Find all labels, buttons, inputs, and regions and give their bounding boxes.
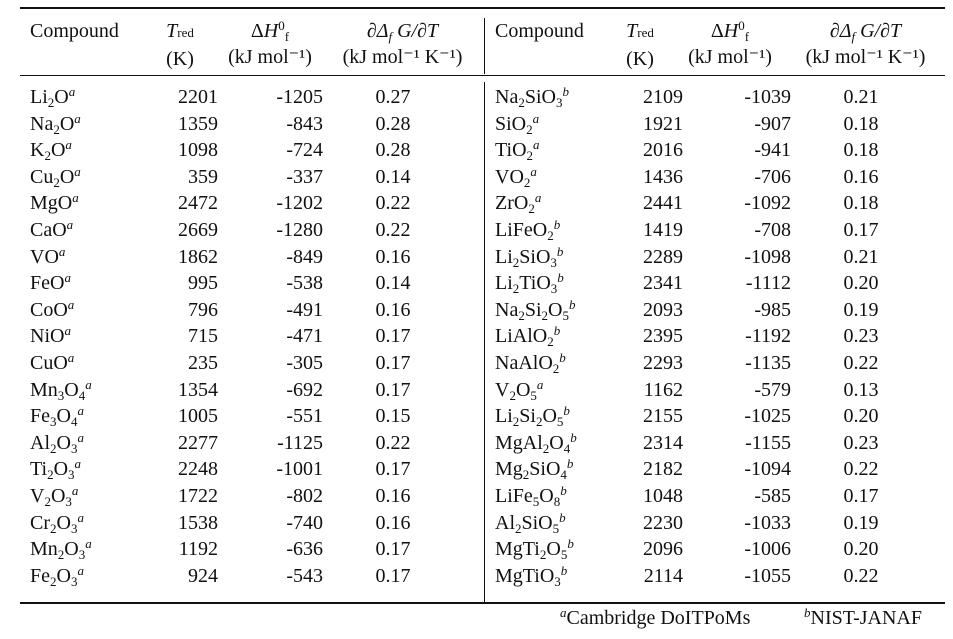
- tred-cell: 2230: [643, 511, 683, 534]
- gibbs-slope-cell: 0.17: [375, 538, 411, 561]
- table-row: [30, 456, 463, 483]
- table-bottom-rule: [20, 602, 945, 604]
- header-dg-left: $\partial\Delta_f$ G/∂T (kJ mol⁻¹ K⁻¹): [342, 20, 463, 68]
- compound-cell: CaO$^a$: [30, 216, 74, 241]
- enthalpy-cell: -471: [286, 325, 323, 348]
- gibbs-slope-cell: 0.13: [843, 378, 879, 401]
- table-row: [495, 403, 931, 430]
- tred-cell: 715: [188, 325, 218, 348]
- source-note-mark: a: [77, 403, 84, 419]
- tred-cell: 2341: [643, 272, 683, 295]
- footnote-b: $^b$NIST-JANAF: [804, 605, 923, 629]
- compound-cell: $MgAl_2O_4^b$: [495, 429, 577, 456]
- tred-cell: 1098: [178, 139, 218, 162]
- enthalpy-cell: -740: [286, 511, 323, 534]
- table-row: [30, 217, 463, 244]
- source-note-mark: b: [567, 536, 574, 552]
- gibbs-slope-cell: 0.28: [375, 139, 411, 162]
- compound-cell: $Ti_2O_3^a$: [30, 456, 82, 483]
- source-note-mark: b: [562, 84, 569, 99]
- tred-cell: 1419: [643, 218, 683, 241]
- table-header-rule: [20, 75, 945, 76]
- table-row: [30, 536, 463, 563]
- table-row: [30, 323, 463, 350]
- tred-cell: 2472: [178, 192, 218, 215]
- source-note-mark: b: [553, 323, 561, 339]
- tred-cell: 2277: [178, 431, 218, 454]
- enthalpy-cell: -706: [754, 165, 791, 188]
- gibbs-slope-cell: 0.27: [375, 86, 411, 108]
- source-note-mark: a: [536, 376, 544, 392]
- compound-cell: $LiFe_5O_8^b$: [495, 482, 567, 509]
- tred-cell: 2293: [643, 351, 683, 374]
- source-note-mark: a: [534, 190, 542, 206]
- source-note-mark: b: [566, 456, 574, 472]
- enthalpy-cell: -579: [754, 378, 791, 401]
- tred-cell: 2155: [643, 405, 683, 428]
- tred-cell: 2395: [643, 325, 683, 348]
- enthalpy-cell: -1033: [744, 511, 791, 534]
- gibbs-slope-cell: 0.18: [843, 192, 879, 215]
- compound-cell: LiFeO$_2^b$: [495, 216, 561, 243]
- source-note-mark: a: [67, 296, 75, 312]
- table-row: [495, 111, 931, 138]
- table-row: [30, 164, 463, 191]
- tred-cell: 2096: [643, 538, 683, 561]
- source-note-mark: a: [66, 216, 74, 232]
- tred-cell: 796: [188, 298, 218, 321]
- enthalpy-cell: -337: [286, 165, 323, 188]
- compound-cell: CoO$^a$: [30, 296, 75, 321]
- source-note-mark: a: [74, 456, 82, 472]
- table-row: [495, 244, 931, 271]
- compound-cell: $K_2O^a$: [30, 137, 72, 164]
- tred-cell: 1048: [643, 484, 683, 507]
- enthalpy-cell: -802: [286, 484, 323, 507]
- tred-cell: 2248: [178, 458, 218, 481]
- table-row: [495, 164, 931, 191]
- gibbs-slope-cell: 0.22: [843, 564, 879, 587]
- tred-cell: 1538: [178, 511, 218, 534]
- table-row: [30, 244, 463, 271]
- table-row: [495, 323, 931, 350]
- tred-cell: 359: [188, 165, 218, 188]
- source-note-mark: a: [77, 562, 84, 578]
- table-row: [495, 190, 931, 217]
- compound-cell: $Na_2O^a$: [30, 110, 81, 137]
- source-note-mark: b: [568, 296, 576, 312]
- header-dh-right: $\Delta H^0_f$ (kJ mol⁻¹): [688, 18, 772, 68]
- enthalpy-cell: -907: [754, 112, 791, 135]
- tred-cell: 1005: [178, 405, 218, 428]
- tred-cell: 1921: [643, 112, 683, 135]
- source-note-mark: a: [65, 137, 72, 153]
- enthalpy-cell: -1094: [744, 458, 791, 481]
- enthalpy-cell: -1155: [745, 431, 791, 454]
- source-note-mark: a: [77, 429, 84, 445]
- source-note-mark: a: [533, 137, 540, 153]
- enthalpy-cell: -1039: [744, 86, 791, 108]
- tred-cell: 2114: [643, 564, 683, 587]
- table-row: [495, 563, 931, 590]
- compound-cell: $Fe_3O_4^a$: [30, 403, 84, 430]
- gibbs-slope-cell: 0.16: [375, 245, 411, 268]
- enthalpy-cell: -1025: [744, 405, 791, 428]
- compound-cell: $VO_2^a$: [495, 163, 537, 190]
- table-row: [495, 270, 931, 297]
- tred-cell: 2016: [643, 139, 683, 162]
- compound-cell: FeO$^a$: [30, 270, 71, 295]
- table-row: [495, 377, 931, 404]
- header-tred-right: Tred (K): [626, 20, 654, 70]
- enthalpy-cell: -849: [286, 245, 323, 268]
- enthalpy-cell: -1125: [277, 431, 323, 454]
- tred-cell: 1722: [178, 484, 218, 507]
- enthalpy-cell: -1006: [744, 538, 791, 561]
- tred-cell: 2201: [178, 86, 218, 108]
- table-row: [30, 137, 463, 164]
- gibbs-slope-cell: 0.19: [843, 511, 879, 534]
- tred-cell: 2441: [643, 192, 683, 215]
- tred-cell: 1436: [643, 165, 683, 188]
- gibbs-slope-cell: 0.28: [375, 112, 411, 135]
- compound-cell: $V_2O_3^a$: [30, 482, 79, 509]
- table-row: [495, 217, 931, 244]
- enthalpy-cell: -941: [754, 139, 791, 162]
- gibbs-slope-cell: 0.20: [843, 272, 879, 295]
- footnote-a: $^a$Cambridge DoITPoMs: [560, 605, 751, 629]
- source-note-mark: a: [85, 376, 92, 392]
- table-top-rule: [20, 7, 945, 9]
- compound-cell: $Li_2Si_2O_5^b$: [495, 403, 570, 430]
- table-row: [30, 111, 463, 138]
- source-note-mark: a: [64, 323, 71, 339]
- table-row: [30, 190, 463, 217]
- tred-cell: 2289: [643, 245, 683, 268]
- gibbs-slope-cell: 0.16: [375, 298, 411, 321]
- compound-cell: $Fe_2O_3^a$: [30, 562, 84, 589]
- header-dg-right: $\partial\Delta_f$ G/∂T (kJ mol⁻¹ K⁻¹): [805, 20, 926, 68]
- enthalpy-cell: -305: [286, 351, 323, 374]
- source-note-mark: a: [85, 536, 92, 552]
- source-note-mark: b: [560, 482, 567, 498]
- source-note-mark: a: [71, 482, 79, 498]
- source-note-mark: a: [74, 110, 81, 126]
- tred-cell: 2314: [643, 431, 683, 454]
- gibbs-slope-cell: 0.16: [375, 484, 411, 507]
- left-data-table: [30, 84, 463, 589]
- tred-cell: 1192: [178, 538, 218, 561]
- gibbs-slope-cell: 0.17: [843, 484, 879, 507]
- gibbs-slope-cell: 0.18: [843, 112, 879, 135]
- source-note-mark: b: [559, 349, 566, 365]
- table-row: [495, 483, 931, 510]
- source-note-mark: b: [557, 270, 564, 286]
- tred-cell: 924: [188, 564, 218, 587]
- gibbs-slope-cell: 0.15: [375, 405, 411, 428]
- gibbs-slope-cell: 0.17: [375, 458, 411, 481]
- table-row: [30, 510, 463, 537]
- table-row: [495, 510, 931, 537]
- enthalpy-cell: -1112: [745, 272, 791, 295]
- enthalpy-cell: -538: [286, 272, 323, 295]
- gibbs-slope-cell: 0.14: [375, 165, 411, 188]
- enthalpy-cell: -1202: [276, 192, 323, 215]
- tred-cell: 2093: [643, 298, 683, 321]
- compound-cell: CuO$^a$: [30, 349, 75, 374]
- table-row: [495, 430, 931, 457]
- tred-cell: 2182: [643, 458, 683, 481]
- table-row: [495, 350, 931, 377]
- compound-cell: TiO$_2^a$: [495, 137, 540, 164]
- source-note-mark: a: [64, 270, 71, 286]
- compound-cell: $Li_2O^a$: [30, 84, 76, 110]
- gibbs-slope-cell: 0.20: [843, 405, 879, 428]
- enthalpy-cell: -543: [286, 564, 323, 587]
- tred-cell: 2669: [178, 218, 218, 241]
- compound-cell: $Mn_2O_3^a$: [30, 536, 92, 563]
- source-note-mark: b: [556, 243, 564, 259]
- table-row: [30, 350, 463, 377]
- tred-cell: 1162: [643, 378, 683, 401]
- table-row: [30, 403, 463, 430]
- compound-cell: $Mg_2SiO_4^b$: [495, 456, 574, 483]
- header-compound-left: Compound: [30, 20, 119, 42]
- gibbs-slope-cell: 0.21: [843, 245, 879, 268]
- table-row: [30, 430, 463, 457]
- enthalpy-cell: -985: [754, 298, 791, 321]
- table-row: [30, 563, 463, 590]
- compound-cell: NiO$^a$: [30, 323, 71, 348]
- compound-cell: $Al_2O_3^a$: [30, 429, 84, 456]
- source-note-mark: b: [553, 216, 561, 232]
- compound-cell: $Mn_3O_4^a$: [30, 376, 92, 403]
- enthalpy-cell: -708: [754, 218, 791, 241]
- gibbs-slope-cell: 0.22: [375, 431, 411, 454]
- compound-cell: $Cr_2O_3^a$: [30, 509, 84, 536]
- enthalpy-cell: -1098: [744, 245, 791, 268]
- compound-cell: NaAlO$_2^b$: [495, 349, 566, 376]
- body-column-divider: [484, 82, 485, 602]
- gibbs-slope-cell: 0.16: [843, 165, 879, 188]
- compound-cell: ZrO$_2^a$: [495, 190, 542, 217]
- gibbs-slope-cell: 0.22: [843, 351, 879, 374]
- compound-cell: MgO$^a$: [30, 190, 79, 215]
- enthalpy-cell: -551: [286, 405, 323, 428]
- tred-cell: 1359: [178, 112, 218, 135]
- enthalpy-cell: -636: [286, 538, 323, 561]
- gibbs-slope-cell: 0.17: [375, 325, 411, 348]
- compound-cell: $Al_2SiO_5^b$: [495, 509, 566, 536]
- gibbs-slope-cell: 0.17: [375, 378, 411, 401]
- gibbs-slope-cell: 0.20: [843, 538, 879, 561]
- tred-cell: 1862: [178, 245, 218, 268]
- enthalpy-cell: -692: [286, 378, 323, 401]
- source-note-mark: a: [67, 349, 75, 365]
- compound-cell: SiO$_2^a$: [495, 110, 540, 137]
- gibbs-slope-cell: 0.17: [375, 564, 411, 587]
- tred-cell: 995: [188, 272, 218, 295]
- compound-cell: $Li_2TiO_3^b$: [495, 270, 564, 297]
- gibbs-slope-cell: 0.23: [843, 431, 879, 454]
- right-data-table: [495, 84, 931, 589]
- table-row: [495, 536, 931, 563]
- source-note-mark: b: [560, 562, 568, 578]
- compound-cell: MgTiO$_3^b$: [495, 562, 568, 589]
- source-note-mark: b: [570, 429, 577, 445]
- gibbs-slope-cell: 0.23: [843, 325, 879, 348]
- source-note-mark: b: [563, 403, 570, 419]
- source-note-mark: a: [68, 84, 76, 99]
- table-row: [495, 137, 931, 164]
- gibbs-slope-cell: 0.18: [843, 139, 879, 162]
- enthalpy-cell: -1192: [745, 325, 791, 348]
- enthalpy-cell: -1001: [276, 458, 323, 481]
- enthalpy-cell: -843: [286, 112, 323, 135]
- compound-cell: $V_2O_5^a$: [495, 376, 544, 403]
- gibbs-slope-cell: 0.21: [843, 86, 879, 108]
- gibbs-slope-cell: 0.16: [375, 511, 411, 534]
- compound-cell: $Li_2SiO_3^b$: [495, 243, 564, 270]
- table-row: [495, 456, 931, 483]
- source-note-mark: a: [77, 509, 84, 525]
- gibbs-slope-cell: 0.17: [375, 351, 411, 374]
- source-note-mark: a: [58, 243, 66, 259]
- header-compound-right: Compound: [495, 20, 584, 42]
- enthalpy-cell: -491: [286, 298, 323, 321]
- compound-cell: $VO^a$: [30, 243, 66, 268]
- source-note-mark: a: [72, 190, 79, 206]
- compound-cell: $Na_2Si_2O_5^b$: [495, 296, 576, 323]
- table-row: [30, 297, 463, 324]
- table-row: [30, 270, 463, 297]
- table-row: [495, 84, 931, 111]
- header-dh-left: $\Delta H^0_f$ (kJ mol⁻¹): [228, 18, 312, 68]
- table-row: [495, 297, 931, 324]
- compound-cell: LiAlO$_2^b$: [495, 323, 561, 350]
- gibbs-slope-cell: 0.22: [843, 458, 879, 481]
- source-note-mark: a: [532, 110, 540, 126]
- gibbs-slope-cell: 0.17: [843, 218, 879, 241]
- gibbs-slope-cell: 0.22: [375, 218, 411, 241]
- source-note-mark: a: [74, 163, 81, 179]
- source-note-mark: a: [530, 163, 537, 179]
- table-row: [30, 483, 463, 510]
- tred-cell: 1354: [178, 378, 218, 401]
- tred-cell: 2109: [643, 86, 683, 108]
- enthalpy-cell: -1205: [276, 86, 323, 108]
- table-row: [30, 84, 463, 111]
- enthalpy-cell: -1280: [276, 218, 323, 241]
- compound-cell: $Cu_2O^a$: [30, 163, 81, 190]
- enthalpy-cell: -1135: [745, 351, 791, 374]
- enthalpy-cell: -1092: [744, 192, 791, 215]
- compound-cell: $Na_2SiO_3^b$: [495, 84, 569, 110]
- enthalpy-cell: -1055: [744, 564, 791, 587]
- header-tred-left: Tred (K): [166, 20, 194, 70]
- enthalpy-cell: -724: [286, 139, 323, 162]
- enthalpy-cell: -585: [754, 484, 791, 507]
- compound-cell: $MgTi_2O_5^b$: [495, 536, 574, 563]
- source-note-mark: b: [559, 509, 566, 525]
- gibbs-slope-cell: 0.14: [375, 272, 411, 295]
- gibbs-slope-cell: 0.22: [375, 192, 411, 215]
- tred-cell: 235: [188, 351, 218, 374]
- header-column-divider: [484, 18, 485, 74]
- gibbs-slope-cell: 0.19: [843, 298, 879, 321]
- table-row: [30, 377, 463, 404]
